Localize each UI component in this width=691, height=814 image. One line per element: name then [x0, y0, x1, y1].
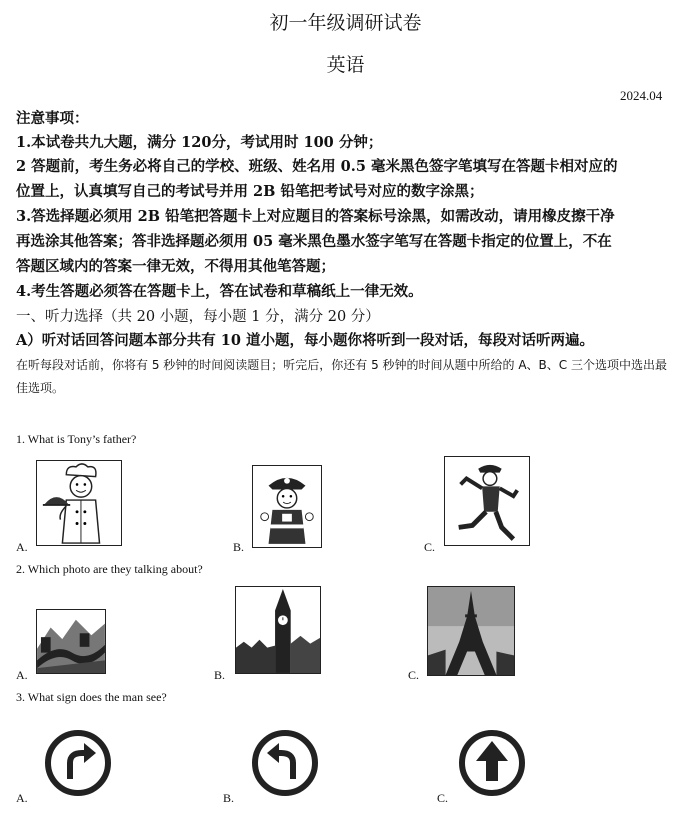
- section-1-heading: 一、听力选择（共 20 小题，每小题 1 分，满分 20 分）: [16, 309, 380, 325]
- great-wall-picture: [36, 609, 106, 674]
- question-3-option-a[interactable]: A.: [16, 791, 28, 805]
- part-a-heading: A）听对话回答问题本部分共有 10 道小题，每小题你将听到一段对话，每段对话听两遍。: [16, 332, 595, 349]
- listening-instruction: 在听每段对话前，你将有 5 秒钟的时间阅读题目；听完后，你还有 5 秒钟的时间从题中所给的 A、B、C 三个选项中选出最佳选项。: [16, 358, 667, 395]
- question-3-text: 3. What sign does the man see?: [16, 690, 167, 704]
- eiffel-tower-picture: [427, 586, 515, 676]
- notice-item-3-line-2: 再选涂其他答案；答非选择题必须用 05 毫米黑色墨水签字笔写在答题卡指定的位置上，不在: [16, 233, 612, 250]
- notice-item-3-line-3: 答题区域内的答案一律无效，不得用其他笔答题；: [16, 258, 335, 275]
- question-1-option-a[interactable]: A.: [16, 540, 28, 554]
- question-2-option-b[interactable]: B.: [214, 668, 226, 682]
- notice-item-3-line-1: 3.答选择题必须用 2B 铅笔把答题卡上对应题目的答案标号涂黑，如需改动，请用橡皮擦干净: [16, 208, 615, 225]
- question-2-option-a[interactable]: A.: [16, 668, 28, 682]
- big-ben-picture: [235, 586, 321, 674]
- dancing-man-picture: [444, 456, 530, 546]
- notice-item-1: 1.本试卷共九大题，满分 120分，考试用时 100 分钟；: [16, 134, 383, 151]
- question-1-text: 1. What is Tony’s father?: [16, 432, 137, 446]
- question-2-text: 2. Which photo are they talking about?: [16, 562, 203, 576]
- exam-title: 初一年级调研试卷: [269, 12, 422, 34]
- go-straight-sign-icon: [458, 729, 526, 797]
- question-3-option-b[interactable]: B.: [223, 791, 235, 805]
- question-1-option-c[interactable]: C.: [424, 540, 436, 554]
- notice-item-4: 4.考生答题必须答在答题卡上，答在试卷和草稿纸上一律无效。: [16, 283, 423, 300]
- turn-left-sign-icon: [251, 729, 319, 797]
- subject-title: 英语: [326, 54, 365, 76]
- policeman-picture: [252, 465, 322, 548]
- question-1-option-b[interactable]: B.: [233, 540, 245, 554]
- notice-item-2-line-1: 2 答题前，考生务必将自己的学校、班级、姓名用 0.5 毫米黑色签字笔填写在答题卡相对应的: [16, 158, 618, 175]
- notice-heading: 注意事项：: [16, 110, 89, 127]
- question-3-option-c[interactable]: C.: [437, 791, 449, 805]
- question-2-option-c[interactable]: C.: [408, 668, 420, 682]
- turn-right-sign-icon: [44, 729, 112, 797]
- chef-picture: [36, 460, 122, 546]
- exam-date: 2024.04: [620, 88, 663, 103]
- notice-item-2-line-2: 位置上，认真填写自己的考试号并用 2B 铅笔把考试号对应的数字涂黑；: [16, 183, 484, 200]
